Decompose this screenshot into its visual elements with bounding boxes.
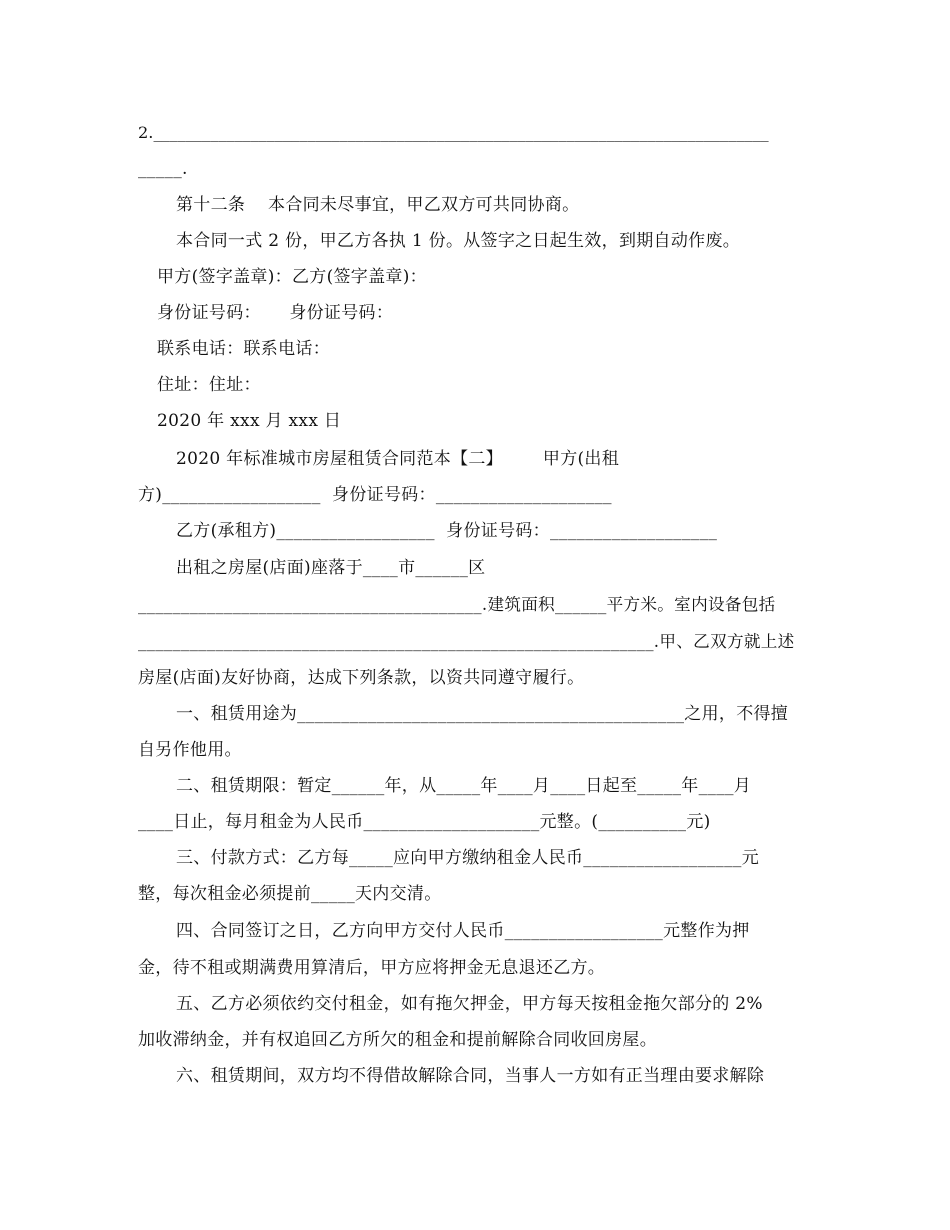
text-line: 五、乙方必须依约交付租金，如有拖欠押金，甲方每天按租金拖欠部分的 2% <box>176 994 763 1014</box>
text-line: 联系电话：联系电话： <box>157 339 330 359</box>
text-line: 本合同一式 2 份，甲乙方各执 1 份。从签字之日起生效，到期自动作废。 <box>176 231 741 251</box>
text-line: 第十二条 本合同未尽事宜，甲乙双方可共同协商。 <box>176 195 580 215</box>
text-line: 自另作他用。 <box>138 740 242 760</box>
text-line: 身份证号码： 身份证号码： <box>157 303 394 323</box>
text-line: 加收滞纳金，并有权追回乙方所欠的租金和提前解除合同收回房屋。 <box>138 1030 657 1050</box>
text-line: ________________________________________.建筑面积______平方米。室内设备包括 <box>138 595 776 614</box>
text-line: 金，待不租或期满费用算清后，甲方应将押金无息退还乙方。 <box>138 958 606 978</box>
text-line: 六、租赁期间，双方均不得借故解除合同，当事人一方如有正当理由要求解除 <box>176 1066 765 1086</box>
text-line: 二、租赁期限：暂定______年，从_____年____月____日起至_____年____月 <box>176 776 752 796</box>
text-line: 乙方(承租方)__________________ 身份证号码：___________________ <box>176 521 718 541</box>
text-line: 甲方(签字盖章)：乙方(签字盖章)： <box>157 267 427 287</box>
text-line: _____. <box>138 159 188 179</box>
text-line: 住址：住址： <box>157 375 261 395</box>
text-line: 出租之房屋(店面)座落于____市______区 <box>176 558 486 578</box>
text-line: 2020 年标准城市房屋租赁合同范本【二】 甲方(出租 <box>176 449 620 469</box>
text-line: 2.____________________________________________________________________________ <box>138 123 769 142</box>
text-line: 整，每次租金必须提前_____天内交清。 <box>138 884 442 904</box>
text-line: 房屋(店面)友好协商，达成下列条款，以资共同遵守履行。 <box>138 668 585 688</box>
text-line: 一、租赁用途为____________________________________________之用，不得擅 <box>176 704 789 724</box>
text-line: ____________________________________________________________.甲、乙双方就上述 <box>138 632 795 651</box>
text-line: 四、合同签订之日，乙方向甲方交付人民币__________________元整作为押 <box>176 921 750 941</box>
text-line: 方)__________________ 身份证号码：____________________ <box>138 485 612 505</box>
text-line: ____日止，每月租金为人民币____________________元整。(__________元) <box>138 812 711 832</box>
text-line: 2020 年 xxx 月 xxx 日 <box>157 411 342 431</box>
text-line: 三、付款方式：乙方每_____应向甲方缴纳租金人民币__________________元 <box>176 848 759 868</box>
